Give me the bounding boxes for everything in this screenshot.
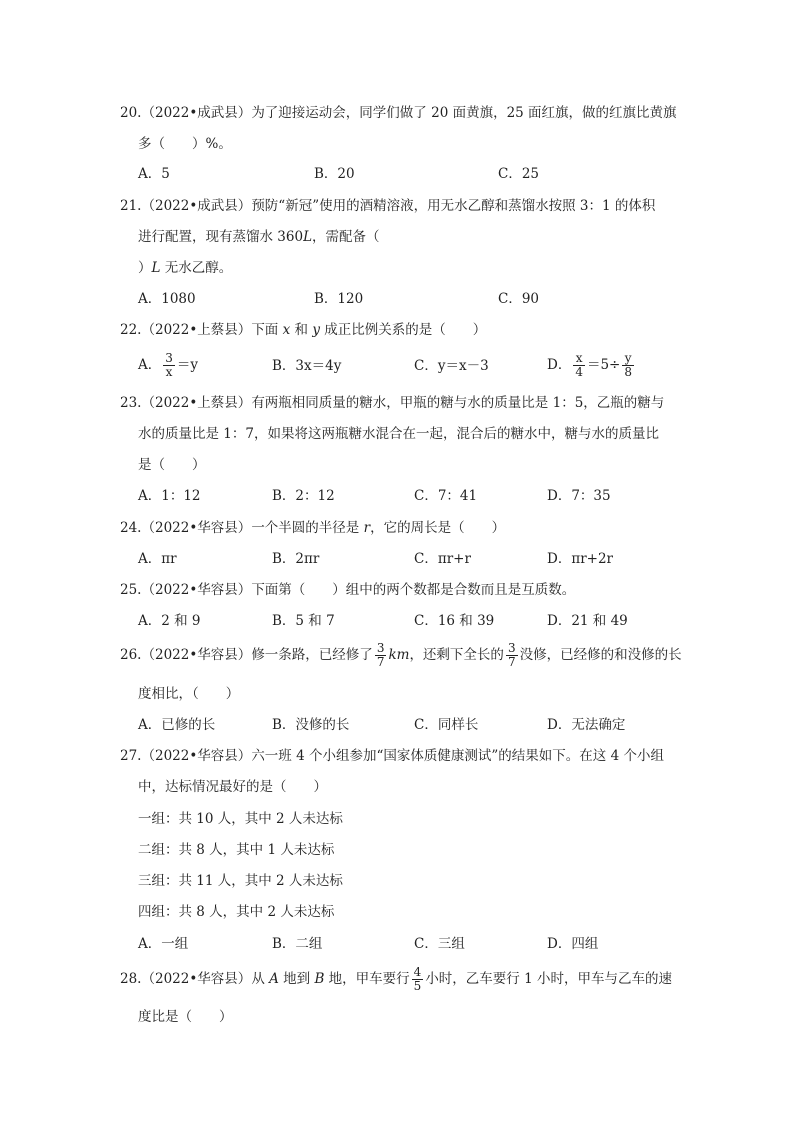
- question-22: 22.（2022•上蔡县）下面 x 和 y 成正比例关系的是（ ）: [120, 322, 487, 338]
- fraction: $\frac{4}{5}$: [413, 965, 422, 993]
- q22-option-b: B．3x＝4y: [272, 358, 342, 374]
- question-20: 20.（2022•成武县）为了迎接运动会，同学们做了 20 面黄旗，25 面红旗，做的红旗比黄旗: [120, 105, 677, 121]
- q27-option-c: C．三组: [414, 936, 465, 952]
- group-3-result: 三组：共 11 人，其中 2 人未达标: [138, 873, 343, 889]
- question-21-line-2: 进行配置，现有蒸馏水 360L，需配备（: [138, 229, 380, 245]
- q23-option-c: C．7：41: [414, 488, 478, 504]
- q20-option-a: A．5: [138, 166, 170, 182]
- group-1-result: 一组：共 10 人，其中 2 人未达标: [138, 811, 343, 827]
- question-26: 26.（2022•华容县）修一条路，已经修了 $\frac{3}{7}$ km，还剩下全长的 $\frac{3}{7}$ 没修，已经修的和没修的长: [120, 641, 682, 669]
- q25-option-d: D．21 和 49: [547, 613, 628, 629]
- group-4-result: 四组：共 8 人，其中 2 人未达标: [138, 904, 335, 920]
- question-27-line-2: 中，达标情况最好的是（ ）: [138, 779, 327, 795]
- q24-option-d: D．πr+2r: [547, 551, 614, 567]
- q26-option-a: A．已修的长: [138, 717, 216, 733]
- question-28: 28.（2022•华容县）从 A 地到 B 地，甲车要行 $\frac{4}{5}$ 小时，乙车要行 1 小时，甲车与乙车的速: [120, 965, 672, 993]
- q22-option-a: A． $\frac{3}{x}$ ＝y: [138, 351, 199, 379]
- question-21-line-3: ）L 无水乙醇。: [138, 260, 233, 276]
- question-23: 23.（2022•上蔡县）有两瓶相同质量的糖水，甲瓶的糖与水的质量比是 1：5，乙瓶的糖与: [120, 395, 665, 411]
- q23-option-d: D．7：35: [547, 488, 611, 504]
- q25-option-c: C．16 和 39: [414, 613, 495, 629]
- question-21: 21.（2022•成武县）预防“新冠”使用的酒精溶液，用无水乙醇和蒸馏水按照 3：1 的体积: [120, 198, 656, 214]
- q27-option-d: D．四组: [547, 936, 599, 952]
- q24-option-a: A．πr: [138, 551, 177, 567]
- q20-option-b: B．20: [314, 166, 355, 182]
- fraction: $\frac{3}{x}$: [165, 351, 173, 379]
- question-23-line-2: 水的质量比是 1：7，如果将这两瓶糖水混合在一起，混合后的糖水中，糖与水的质量比: [138, 426, 659, 442]
- q23-option-a: A．1：12: [138, 488, 201, 504]
- question-27: 27.（2022•华容县）六一班 4 个小组参加“国家体质健康测试”的结果如下。在这 4 个小组: [120, 748, 664, 764]
- q22-option-c: C．y＝x－3: [414, 358, 489, 374]
- q27-option-a: A．一组: [138, 936, 189, 952]
- q22-option-d: D． $\frac{x}{4}$ ＝5÷ $\frac{y}{8}$: [547, 351, 633, 379]
- q21-option-a: A．1080: [138, 291, 196, 307]
- fraction: $\frac{x}{4}$: [575, 351, 583, 379]
- question-28-line-2: 度比是（ ）: [138, 1009, 233, 1025]
- q24-option-b: B．2πr: [272, 551, 320, 567]
- q25-option-b: B．5 和 7: [272, 613, 335, 629]
- q25-option-a: A．2 和 9: [138, 613, 201, 629]
- fraction: $\frac{3}{7}$: [507, 641, 516, 669]
- q27-option-b: B．二组: [272, 936, 323, 952]
- q26-option-c: C．同样长: [414, 717, 479, 733]
- group-2-result: 二组：共 8 人，其中 1 人未达标: [138, 842, 335, 858]
- question-20-line-2: 多（ ）%。: [138, 136, 232, 152]
- question-24: 24.（2022•华容县）一个半圆的半径是 r，它的周长是（ ）: [120, 520, 506, 536]
- q21-option-c: C．90: [498, 291, 540, 307]
- q23-option-b: B．2：12: [272, 488, 335, 504]
- question-23-line-3: 是（ ）: [138, 457, 206, 473]
- q21-option-b: B．120: [314, 291, 364, 307]
- fraction: $\frac{y}{8}$: [624, 351, 633, 379]
- q24-option-c: C．πr+r: [414, 551, 471, 567]
- question-26-line-2: 度相比，（ ）: [138, 686, 240, 702]
- q26-option-b: B．没修的长: [272, 717, 350, 733]
- q20-option-c: C．25: [498, 166, 540, 182]
- fraction: $\frac{3}{7}$: [376, 641, 385, 669]
- q26-option-d: D．无法确定: [547, 717, 626, 733]
- question-25: 25.（2022•华容县）下面第（ ）组中的两个数都是合数而且是互质数。: [120, 582, 576, 598]
